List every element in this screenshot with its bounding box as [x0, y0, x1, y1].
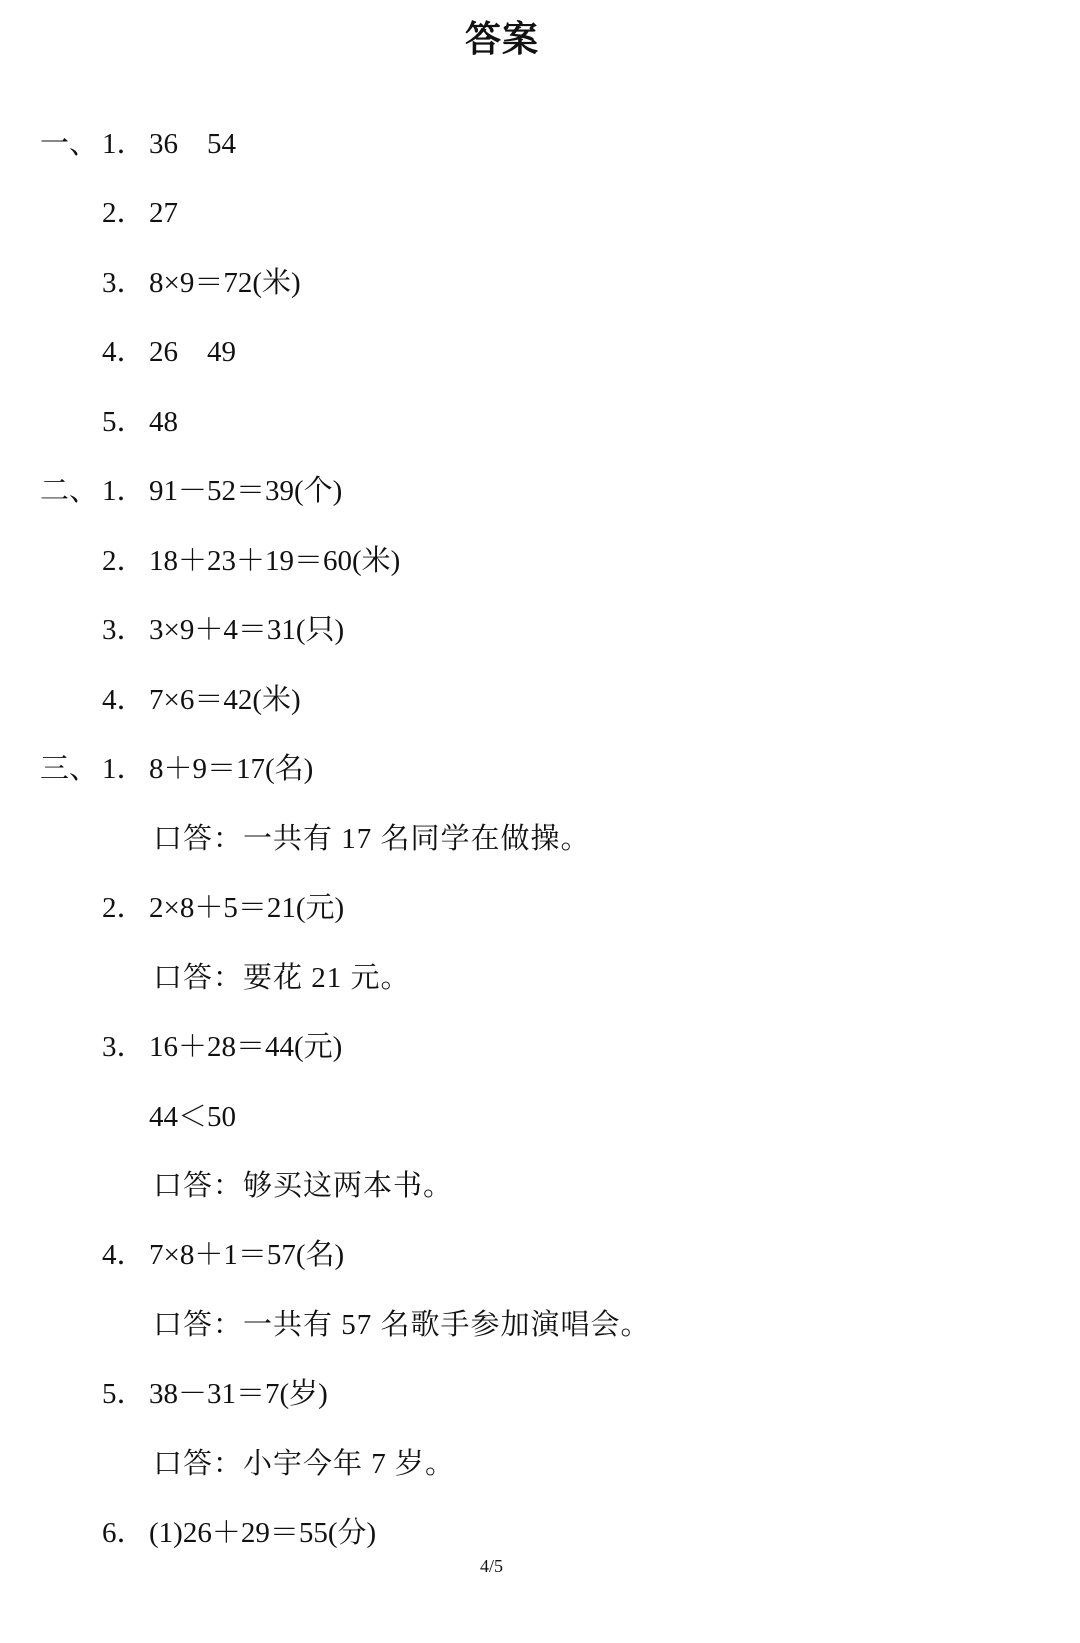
list-item — [0, 608, 345, 652]
item-equation: 16＋28＝44(元) — [149, 1031, 343, 1063]
oral-answer: 口答：小宇今年 7 岁。 — [153, 1448, 456, 1480]
list-item — [0, 1233, 345, 1277]
list-item — [0, 1303, 651, 1347]
item-number: 4． — [102, 684, 146, 716]
page-title: 答案 — [464, 19, 539, 60]
item-answer: 7×6＝42(米) — [149, 684, 301, 716]
item-number: 4． — [102, 1239, 146, 1271]
section-mark: 一、 — [40, 128, 99, 160]
item-number: 3． — [102, 614, 146, 646]
item-equation: 7×8＋1＝57(名) — [149, 1239, 345, 1271]
item-number: 1． — [102, 128, 146, 160]
item-equation: (1)26＋29＝55(分) — [149, 1517, 377, 1549]
page-number: 4/5 — [480, 1556, 504, 1576]
item-number: 4． — [102, 336, 146, 368]
list-item — [0, 191, 178, 235]
item-answer: 18＋23＋19＝60(米) — [149, 545, 401, 577]
list-item — [0, 400, 178, 444]
section-mark: 二、 — [40, 475, 99, 507]
item-number: 2． — [102, 892, 146, 924]
item-comparison: 44＜50 — [149, 1101, 237, 1133]
list-item — [0, 1025, 343, 1069]
list-item — [0, 539, 401, 583]
item-number: 5． — [102, 1378, 146, 1410]
list-item — [0, 678, 301, 722]
list-item — [0, 261, 301, 305]
oral-answer: 口答：一共有 57 名歌手参加演唱会。 — [153, 1309, 651, 1341]
item-answer: 48 — [149, 406, 178, 438]
oral-answer: 口答：要花 21 元。 — [153, 962, 411, 994]
item-answer: 91－52＝39(个) — [149, 475, 343, 507]
list-item — [0, 956, 411, 1000]
list-item — [0, 122, 237, 166]
list-item — [0, 330, 237, 374]
item-answer: 8×9＝72(米) — [149, 267, 301, 299]
item-number: 5． — [102, 406, 146, 438]
list-item — [0, 1511, 377, 1555]
list-item — [0, 1372, 328, 1416]
item-number: 2． — [102, 545, 146, 577]
item-answer: 26 49 — [149, 336, 237, 368]
item-number: 2． — [102, 197, 146, 229]
item-answer: 36 54 — [149, 128, 237, 160]
item-equation: 8＋9＝17(名) — [149, 753, 314, 785]
oral-answer: 口答：够买这两本书。 — [153, 1170, 454, 1202]
item-number: 3． — [102, 1031, 146, 1063]
item-equation: 38－31＝7(岁) — [149, 1378, 328, 1410]
item-number: 6． — [102, 1517, 146, 1549]
section-mark: 三、 — [40, 753, 99, 785]
list-item — [0, 1442, 456, 1486]
item-answer: 3×9＋4＝31(只) — [149, 614, 345, 646]
list-item — [0, 469, 343, 513]
item-number: 1． — [102, 475, 146, 507]
list-item — [0, 1095, 237, 1139]
list-item — [0, 1164, 454, 1208]
item-number: 1． — [102, 753, 146, 785]
list-item — [0, 817, 591, 861]
list-item — [0, 747, 314, 791]
item-answer: 27 — [149, 197, 178, 229]
item-number: 3． — [102, 267, 146, 299]
list-item — [0, 886, 345, 930]
oral-answer: 口答：一共有 17 名同学在做操。 — [153, 823, 591, 855]
item-equation: 2×8＋5＝21(元) — [149, 892, 345, 924]
